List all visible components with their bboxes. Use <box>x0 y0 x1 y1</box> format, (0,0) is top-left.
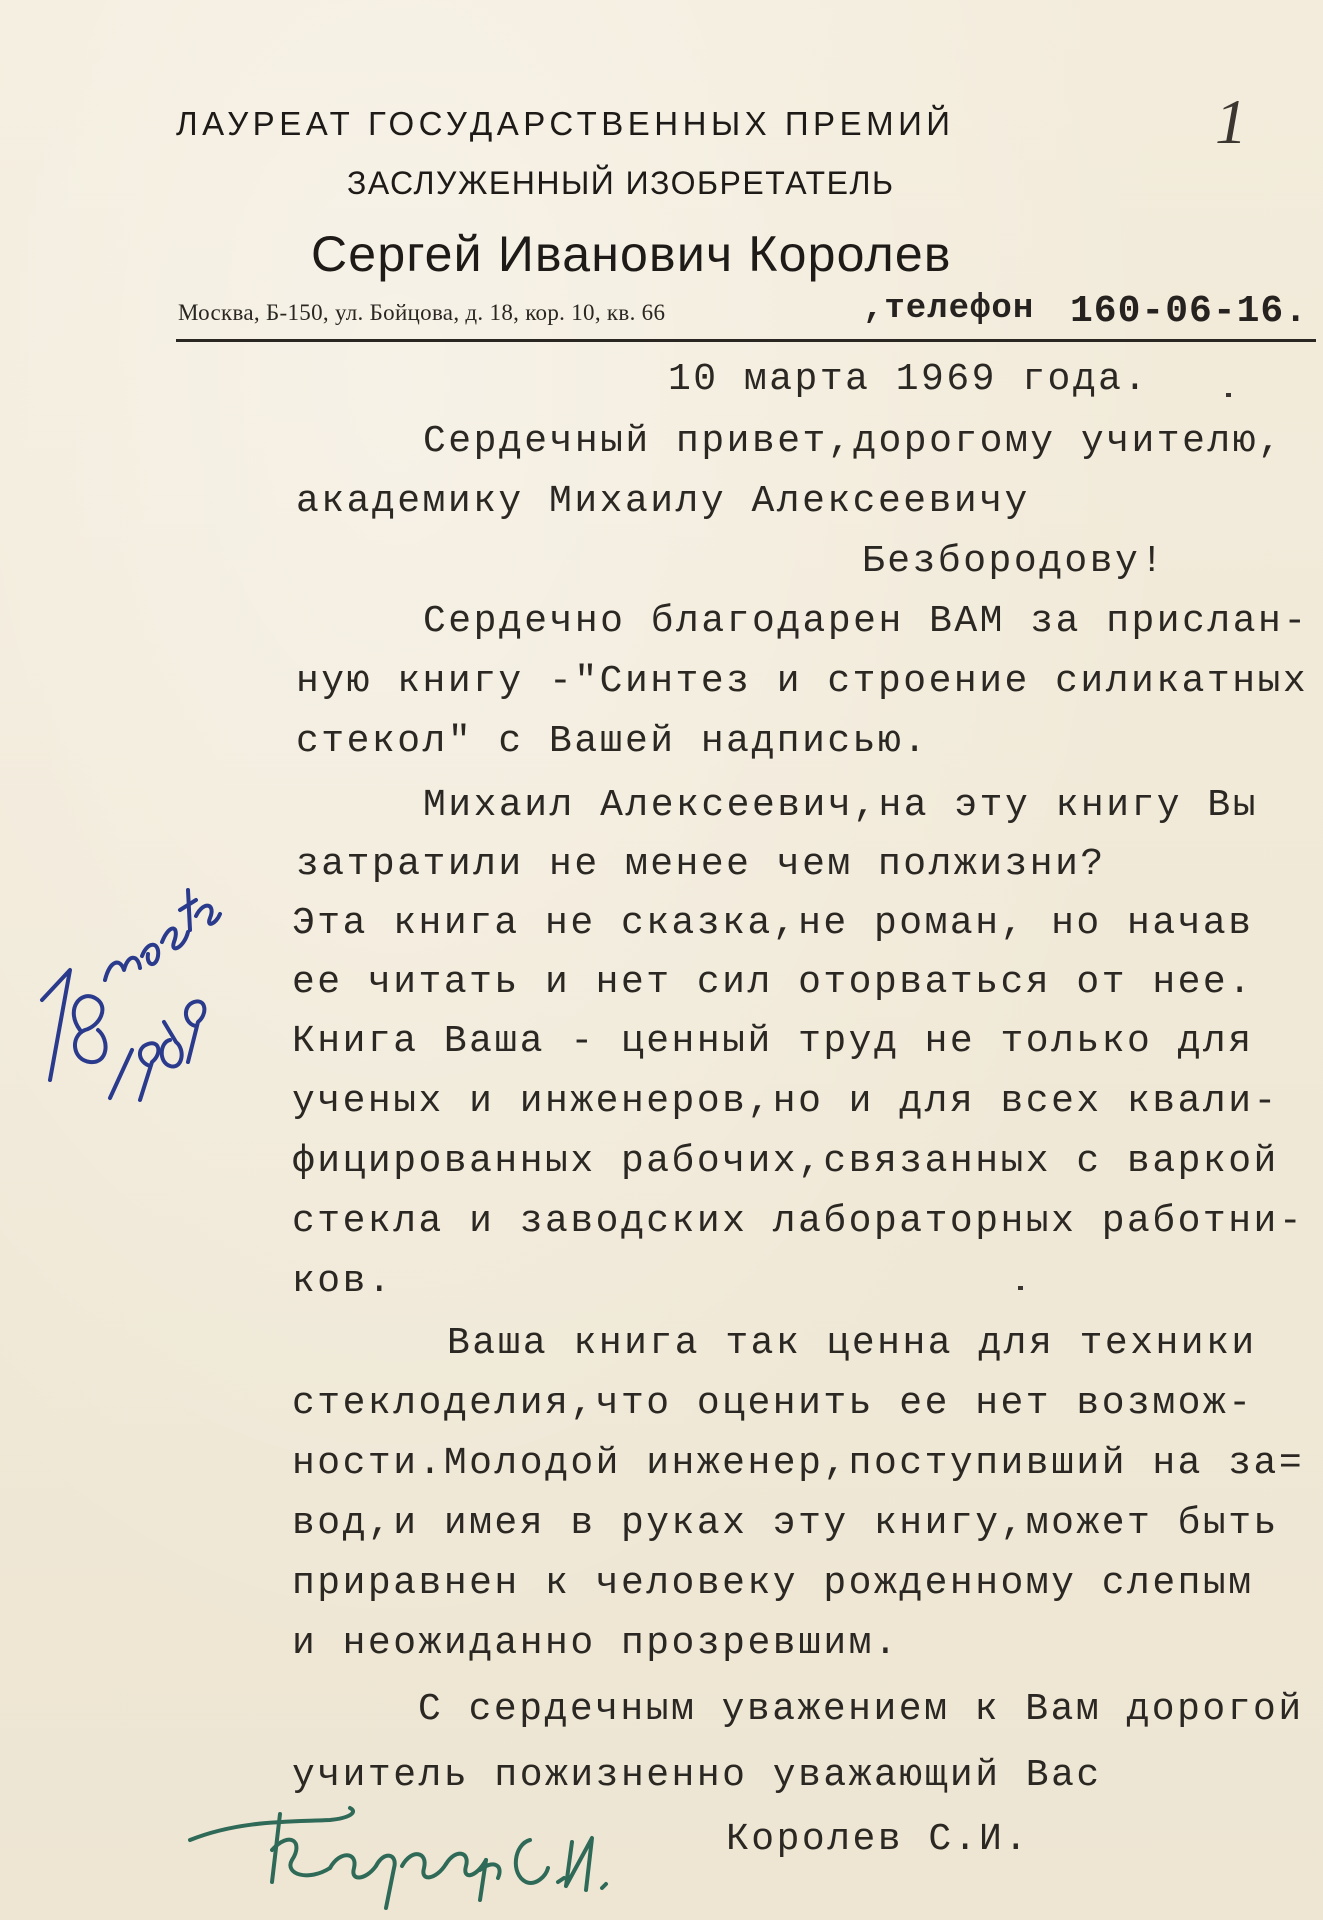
letter-line: и неожиданно прозревшим. <box>292 1622 900 1665</box>
letter-line: Ваша книга так ценна для техники <box>447 1322 1257 1365</box>
letter-line: фицированных рабочих,связанных с варкой <box>292 1140 1279 1183</box>
letter-line: стекол" с Вашей надписью. <box>296 720 929 763</box>
letter-line: ученых и инженеров,но и для всех квали- <box>292 1080 1279 1123</box>
letterhead-divider <box>176 339 1316 342</box>
letter-line: ков. <box>292 1260 394 1303</box>
letter-line: учитель пожизненно уважающий Вас <box>292 1754 1102 1797</box>
letter-line: стекла и заводских лабораторных работни- <box>292 1200 1305 1243</box>
letter-line: Книга Ваша - ценный труд не только для <box>292 1020 1254 1063</box>
phone-number: 160-06-16. <box>1070 290 1309 333</box>
letter-line: вод,и имея в руках эту книгу,может быть <box>292 1502 1279 1545</box>
letterhead-address: Москва, Б-150, ул. Бойцова, д. 18, кор. 10, кв. 66 <box>178 300 666 325</box>
letter-line: академику Михаилу Алексеевичу <box>296 480 1030 523</box>
letter-line: Безбородову! <box>862 540 1166 583</box>
letter-line: Эта книга не сказка,не роман, но начав <box>292 902 1254 945</box>
letterhead-laureate-line: ЛАУРЕАТ ГОСУДАРСТВЕННЫХ ПРЕМИЙ <box>176 105 955 142</box>
letterhead-inventor-line: ЗАСЛУЖЕННЫЙ ИЗОБРЕТАТЕЛЬ <box>347 165 895 201</box>
letter-line: стеклоделия,что оценить ее нет возмож- <box>292 1382 1254 1425</box>
letter-date: 10 марта 1969 года. <box>668 358 1149 401</box>
letter-line: Сердечный привет,дорогому учителю, <box>423 420 1284 463</box>
letter-line: ную книгу -"Синтез и строение силикатных <box>296 660 1309 703</box>
page-number: 1 <box>1215 86 1247 157</box>
ink-speck <box>1018 1286 1023 1290</box>
typed-signature: Королев С.И. <box>726 1818 1030 1861</box>
letter-line: Сердечно благодарен ВАМ за прислан- <box>423 600 1309 643</box>
ink-speck <box>1226 393 1231 397</box>
letter-line: ности.Молодой инженер,поступивший на за= <box>292 1442 1305 1485</box>
letter-line: С сердечным уважением к Вам дорогой <box>418 1688 1304 1731</box>
letter-line: ее читать и нет сил оторваться от нее. <box>292 961 1254 1004</box>
handwritten-margin-note <box>20 830 230 1130</box>
handwritten-signature <box>180 1790 620 1910</box>
letterhead-name: Сергей Иванович Королев <box>311 226 952 282</box>
letter-line: приравнен к человеку рожденному слепым <box>292 1562 1254 1605</box>
letter-line: Михаил Алексеевич,на эту книгу Вы <box>423 784 1259 827</box>
letter-line: затратили не менее чем полжизни? <box>296 843 1106 886</box>
phone-label: ,телефон <box>863 290 1035 328</box>
